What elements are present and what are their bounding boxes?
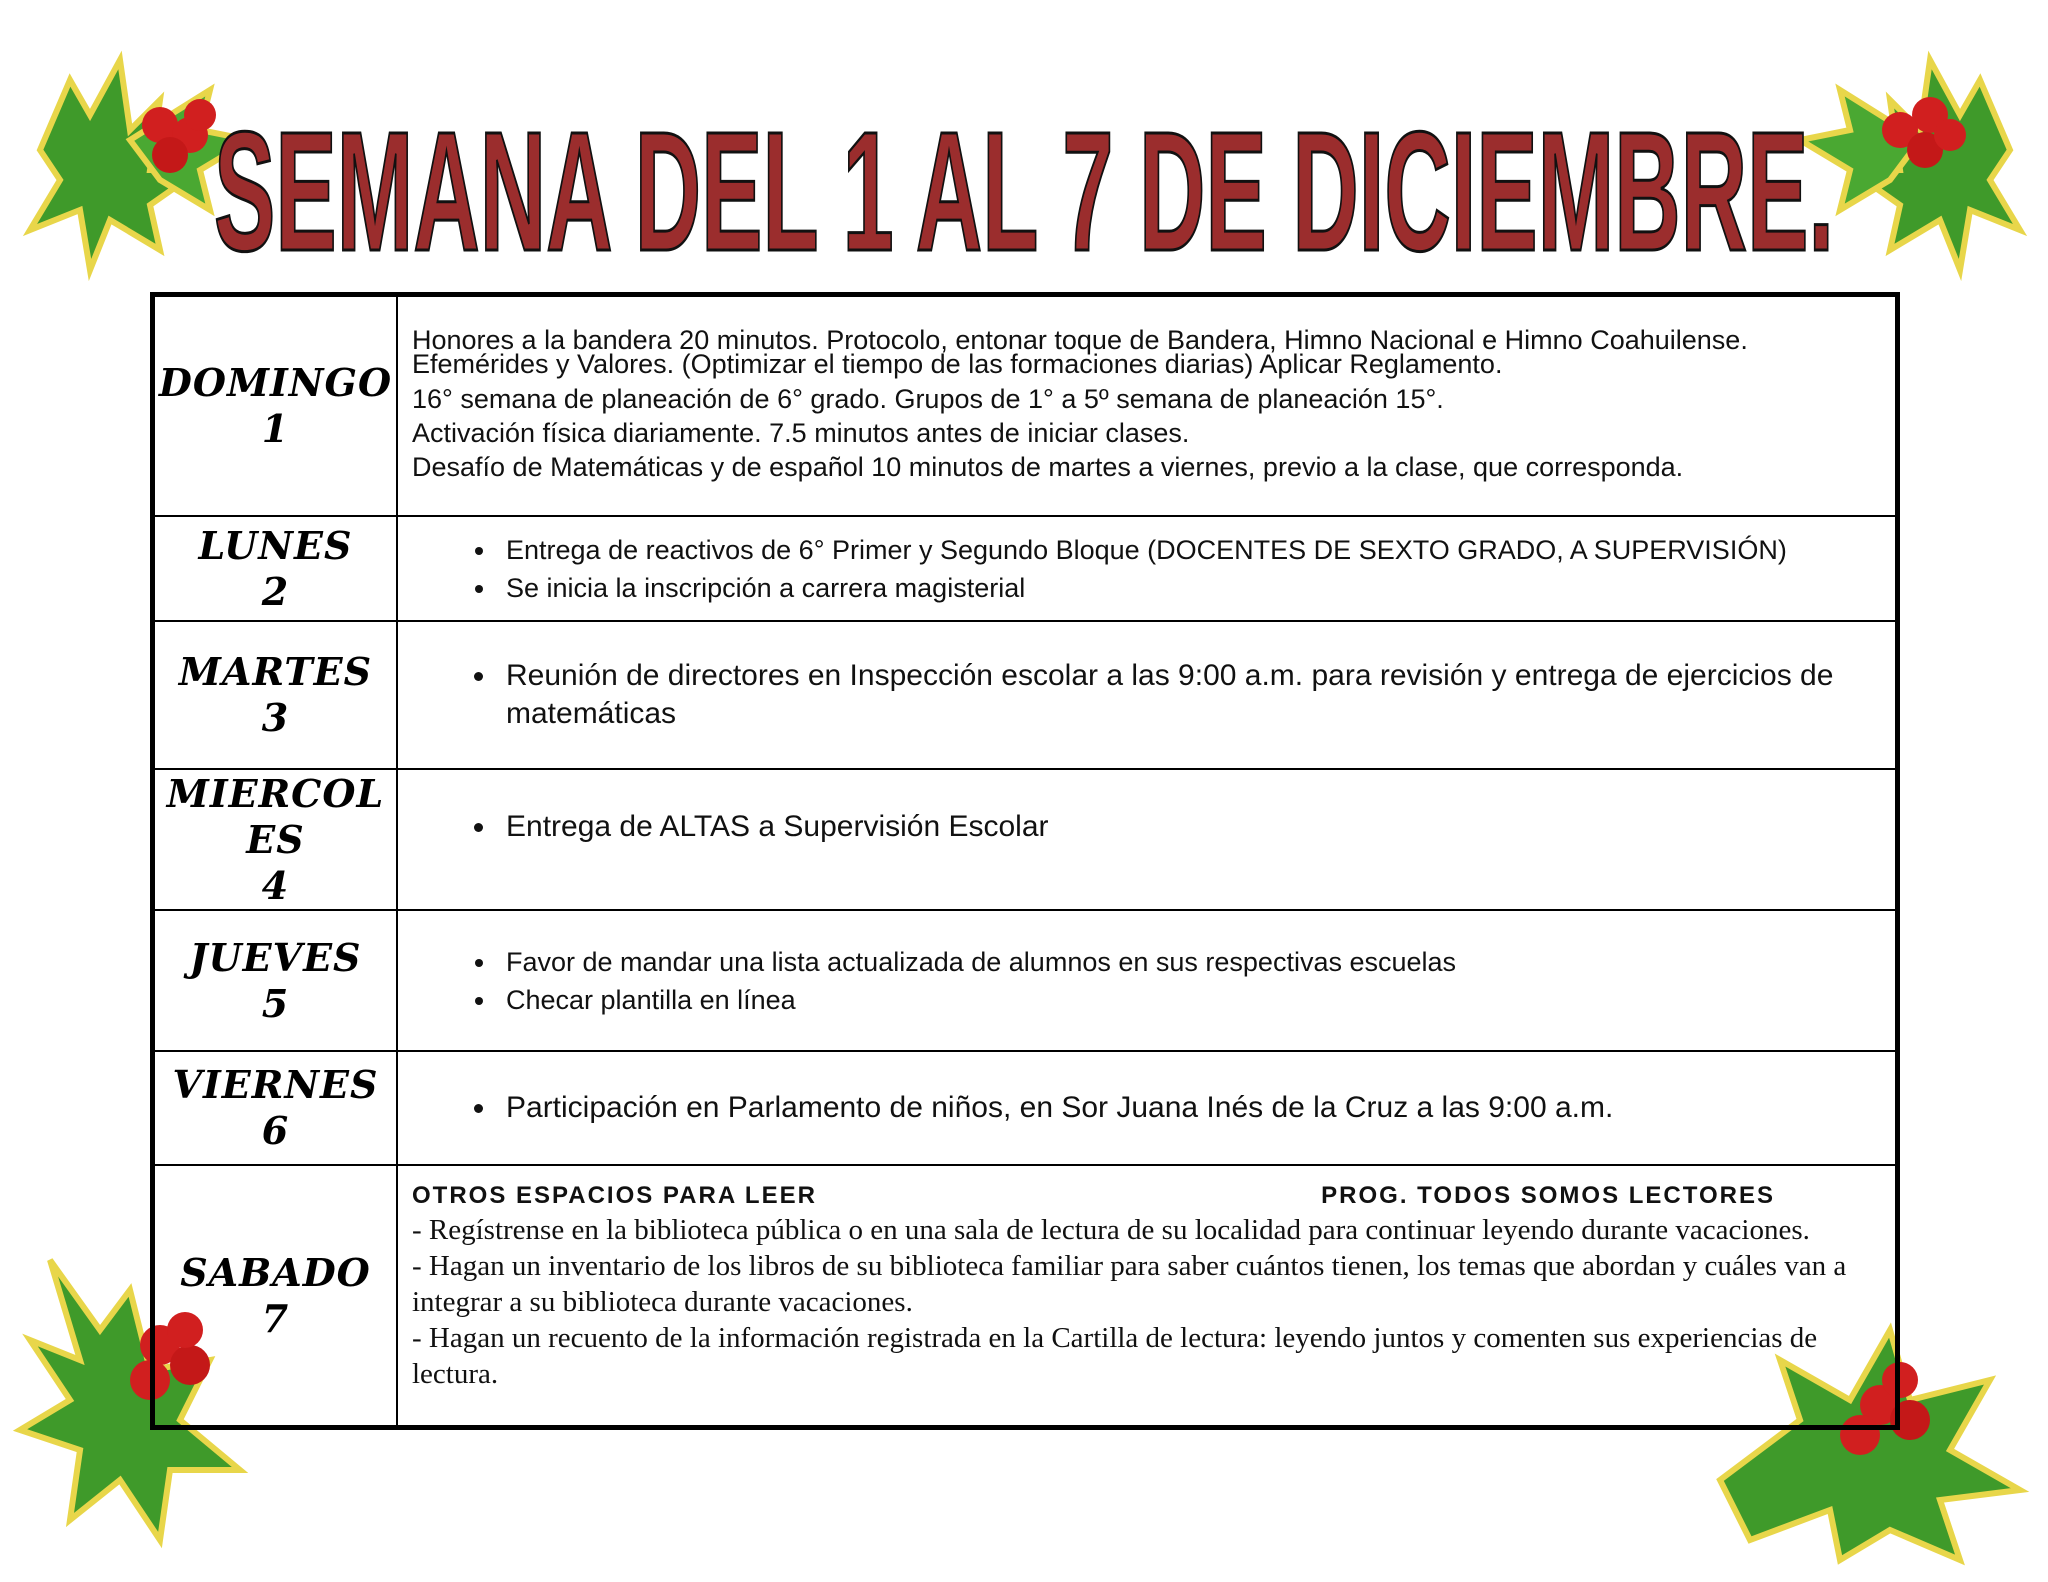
day-name-continued: ES	[246, 816, 305, 862]
content-line: Honores a la bandera 20 minutos. Protocolo, entonar toque de Bandera, Himno Nacional e Himno Coahuilense.	[412, 325, 1748, 355]
reading-paragraph: - Regístrense en la biblioteca pública o en una sala de lectura de su localidad para continuar leyendo durante vacaciones.	[412, 1214, 1810, 1246]
day-name: SABADO	[180, 1249, 371, 1295]
day-label-lunes	[155, 517, 398, 622]
day-number: 6	[261, 1108, 290, 1153]
day-content-domingo	[398, 297, 1895, 517]
day-number: 3	[261, 695, 290, 740]
reading-paragraph: - Hagan un recuento de la información registrada en la Cartilla de lectura: leyendo juntos y comenten sus experiencias de lectura.	[412, 1322, 1818, 1390]
bullet-list	[412, 1089, 1875, 1127]
bullet-list	[412, 531, 1875, 607]
day-label-domingo	[155, 297, 398, 517]
reading-heading-right: PROG. TODOS SOMOS LECTORES	[1321, 1182, 1775, 1209]
list-item: • Checar plantilla en línea	[498, 981, 1875, 1019]
day-content-miercoles	[398, 770, 1895, 911]
reading-heading	[412, 1182, 1875, 1210]
bullet-list	[412, 943, 1875, 1019]
content-line: Desafío de Matemáticas y de español 10 minutos de martes a viernes, previo a la clase, que corresponda.	[412, 452, 1684, 482]
content-line: Activación física diariamente. 7.5 minutos antes de iniciar clases.	[412, 418, 1190, 448]
day-label-miercoles	[155, 770, 398, 911]
page-title	[0, 60, 2048, 280]
day-name: VIERNES	[172, 1062, 379, 1107]
day-label-sabado	[155, 1166, 398, 1425]
day-name: MIERCOL	[166, 770, 385, 816]
day-content-lunes	[398, 517, 1895, 622]
list-item: • Participación en Parlamento de niños, en Sor Juana Inés de la Cruz a las 9:00 a.m.	[498, 1089, 1875, 1127]
day-name: DOMINGO	[158, 360, 393, 405]
list-item: • Reunión de directores en Inspección escolar a las 9:00 a.m. para revisión y entrega de ejercicios de matemáticas	[498, 657, 1875, 733]
content-line: Efemérides y Valores. (Optimizar el tiempo de las formaciones diarias) Aplicar Reglamento.	[412, 349, 1503, 379]
day-content-jueves	[398, 911, 1895, 1052]
list-item: • Se inicia la inscripción a carrera magisterial	[498, 569, 1875, 607]
day-content-viernes	[398, 1052, 1895, 1166]
bullet-list	[412, 657, 1875, 733]
content-line: 16° semana de planeación de 6° grado. Grupos de 1° a 5º semana de planeación 15°.	[412, 384, 1444, 414]
weekly-schedule-table	[150, 292, 1900, 1430]
day-number: 1	[261, 406, 290, 451]
day-content-sabado	[398, 1166, 1895, 1425]
reading-heading-left: OTROS ESPACIOS PARA LEER	[412, 1182, 817, 1209]
day-label-jueves	[155, 911, 398, 1052]
day-number: 4	[261, 862, 290, 908]
day-label-martes	[155, 622, 398, 770]
title-text: SEMANA DEL 1 AL 7 DE DICIEMBRE.	[214, 97, 1834, 280]
day-name: JUEVES	[189, 934, 362, 980]
day-number: 2	[261, 568, 290, 614]
day-label-viernes	[155, 1052, 398, 1166]
list-item: • Entrega de reactivos de 6° Primer y Segundo Bloque (DOCENTES DE SEXTO GRADO, A SUPERVISIÓN)	[498, 531, 1875, 569]
day-name: LUNES	[198, 522, 353, 568]
day-number: 5	[261, 980, 290, 1026]
reading-paragraph: - Hagan un inventario de los libros de su biblioteca familiar para saber cuántos tienen, los temas que abordan y cuáles van a integrar a su biblioteca durante vacaciones.	[412, 1250, 1847, 1318]
day-number: 7	[261, 1295, 290, 1341]
list-item: • Favor de mandar una lista actualizada de alumnos en sus respectivas escuelas	[498, 943, 1875, 981]
list-item: • Entrega de ALTAS a Supervisión Escolar	[498, 808, 1875, 846]
day-name: MARTES	[178, 649, 373, 694]
day-content-martes	[398, 622, 1895, 770]
bullet-list	[412, 808, 1875, 846]
